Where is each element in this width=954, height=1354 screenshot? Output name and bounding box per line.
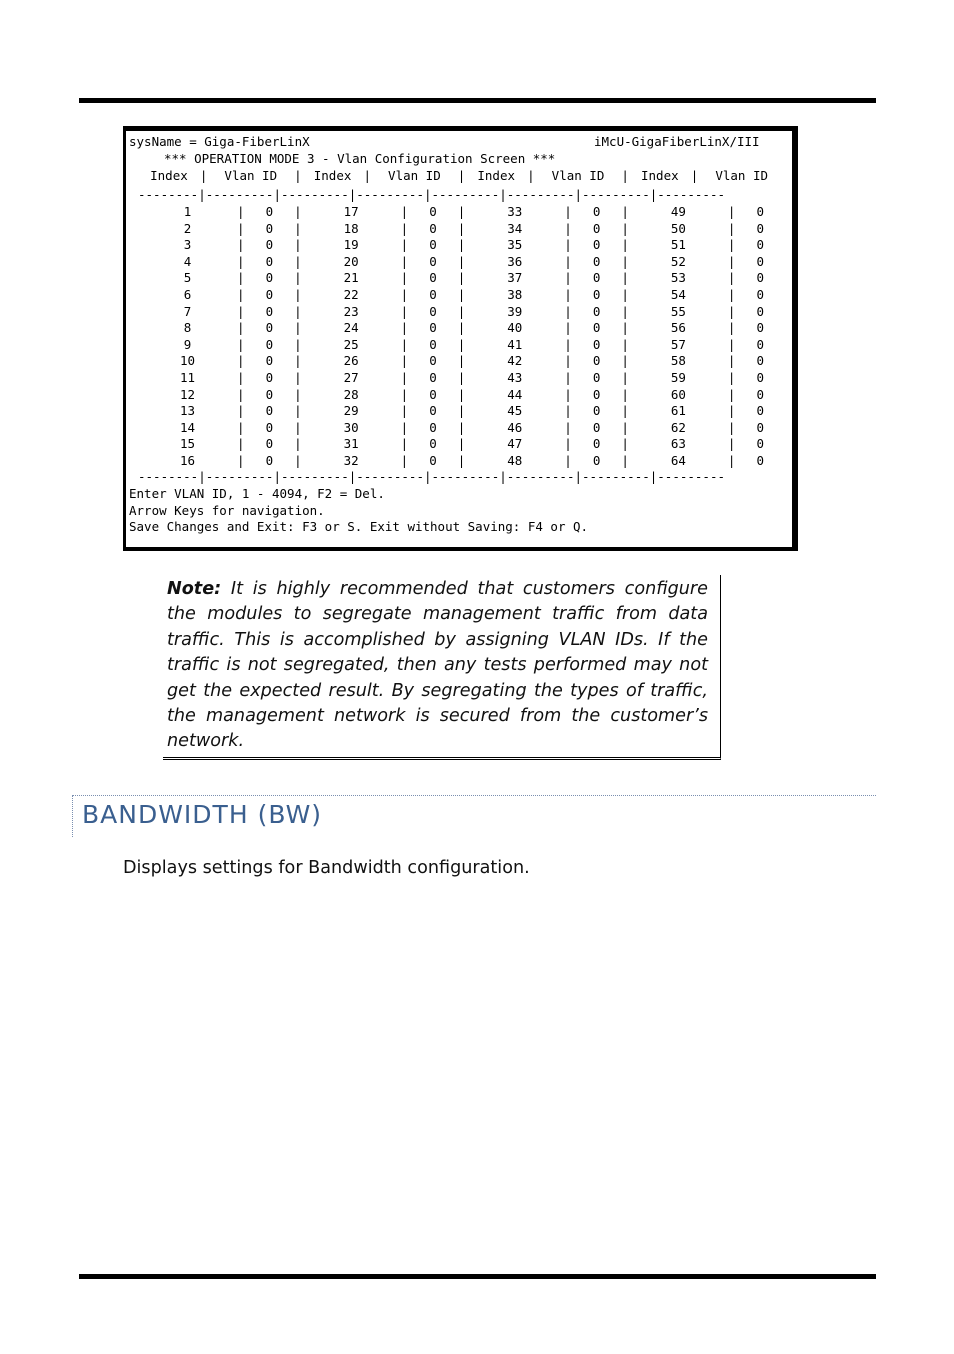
column-divider: | <box>237 253 245 269</box>
index-cell: 32 <box>343 452 359 468</box>
column-divider: | <box>237 369 245 385</box>
column-divider: | <box>621 353 629 369</box>
column-divider: | <box>237 386 245 402</box>
index-cell: 44 <box>507 386 523 402</box>
column-divider: | <box>457 204 466 219</box>
column-divider: | <box>727 286 736 302</box>
column-divider: | <box>457 369 466 385</box>
vlan-id-cell[interactable]: 0 <box>429 303 437 319</box>
index-cell: 36 <box>507 253 523 269</box>
column-divider: | <box>457 353 466 369</box>
column-divider: | <box>237 419 245 435</box>
column-divider: | <box>457 320 466 336</box>
index-cell: 55 <box>670 303 686 319</box>
index-cell: 8 <box>183 320 192 336</box>
column-divider: | <box>727 303 736 319</box>
column-divider: | <box>400 253 409 269</box>
column-divider: | <box>400 336 409 352</box>
index-cell: 22 <box>343 286 359 302</box>
column-divider: | <box>294 369 302 385</box>
vlan-id-cell[interactable]: 0 <box>592 204 601 219</box>
vlan-id-cell[interactable]: 0 <box>756 419 764 435</box>
column-divider: | <box>621 253 629 269</box>
column-divider: | <box>457 436 466 452</box>
column-divider: | <box>621 336 629 352</box>
column-divider: | <box>237 320 245 336</box>
column-divider: | <box>457 336 466 352</box>
index-cell: 30 <box>343 419 359 435</box>
note-label: Note: <box>167 579 222 599</box>
column-divider: | <box>457 168 466 184</box>
column-divider: | <box>400 419 409 435</box>
column-divider: | <box>294 270 302 286</box>
vlan-id-cell[interactable]: 0 <box>429 237 437 253</box>
column-divider: | <box>457 419 466 435</box>
column-divider: | <box>621 403 629 419</box>
terminal-sysname: sysName = Giga-FiberLinX <box>129 134 310 149</box>
column-divider: | <box>727 386 736 402</box>
column-header: Vlan ID <box>388 168 441 184</box>
index-cell: 34 <box>507 220 523 236</box>
column-divider: | <box>237 336 245 352</box>
index-cell: 48 <box>507 452 523 468</box>
vlan-table-header <box>138 168 785 185</box>
column-divider: | <box>294 253 302 269</box>
vlan-id-cell[interactable]: 0 <box>592 353 601 369</box>
index-cell: 17 <box>343 204 359 219</box>
vlan-id-cell[interactable]: 0 <box>265 204 274 219</box>
table-row <box>138 436 785 453</box>
vlan-id-cell[interactable]: 0 <box>756 253 764 269</box>
vlan-id-cell[interactable]: 0 <box>592 436 601 452</box>
table-row <box>138 254 785 271</box>
vlan-id-cell[interactable]: 0 <box>429 419 437 435</box>
column-divider: | <box>621 237 629 253</box>
column-divider: | <box>400 204 409 219</box>
index-cell: 53 <box>670 270 686 286</box>
column-divider: | <box>564 320 572 336</box>
index-cell: 47 <box>507 436 523 452</box>
table-row <box>138 353 785 370</box>
index-cell: 27 <box>343 369 359 385</box>
index-cell: 2 <box>183 220 192 236</box>
vlan-id-cell[interactable]: 0 <box>592 253 601 269</box>
column-divider: | <box>621 286 629 302</box>
column-divider: | <box>564 270 572 286</box>
column-divider: | <box>457 286 466 302</box>
vlan-id-cell[interactable]: 0 <box>592 303 601 319</box>
column-divider: | <box>564 237 572 253</box>
column-divider: | <box>294 452 302 468</box>
terminal-help-line-1: Enter VLAN ID, 1 - 4094, F2 = Del. <box>129 486 385 501</box>
column-divider: | <box>727 204 736 219</box>
index-cell: 12 <box>179 386 196 402</box>
column-divider: | <box>621 369 629 385</box>
index-cell: 43 <box>507 369 523 385</box>
index-cell: 37 <box>507 270 523 286</box>
column-divider: | <box>621 270 629 286</box>
column-divider: | <box>727 403 736 419</box>
vlan-id-cell[interactable]: 0 <box>592 220 601 236</box>
index-cell: 9 <box>183 336 192 352</box>
vlan-id-cell[interactable]: 0 <box>265 353 274 369</box>
vlan-id-cell[interactable]: 0 <box>756 369 764 385</box>
vlan-id-cell[interactable]: 0 <box>429 286 437 302</box>
index-cell: 11 <box>179 369 196 385</box>
column-divider: | <box>400 386 409 402</box>
index-cell: 52 <box>670 253 686 269</box>
vlan-id-cell[interactable]: 0 <box>592 320 601 336</box>
index-cell: 39 <box>507 303 523 319</box>
vlan-id-cell[interactable]: 0 <box>592 386 601 402</box>
column-divider: | <box>564 253 572 269</box>
column-divider: | <box>457 386 466 402</box>
column-divider: | <box>400 286 409 302</box>
column-divider: | <box>564 336 572 352</box>
column-divider: | <box>294 220 302 236</box>
index-cell: 26 <box>343 353 359 369</box>
vlan-id-cell[interactable]: 0 <box>429 220 437 236</box>
vlan-table <box>138 168 785 185</box>
index-cell: 15 <box>179 436 196 452</box>
column-divider: | <box>457 270 466 286</box>
vlan-id-cell[interactable]: 0 <box>756 336 764 352</box>
column-divider: | <box>564 369 572 385</box>
column-divider: | <box>400 270 409 286</box>
column-divider: | <box>621 220 629 236</box>
column-divider: | <box>237 237 245 253</box>
vlan-table-body <box>138 204 785 470</box>
column-divider: | <box>727 369 736 385</box>
column-divider: | <box>294 436 302 452</box>
table-separator-bottom: --------|---------|---------|---------|---------|---------|---------|--------- <box>138 469 725 484</box>
vlan-id-cell[interactable]: 0 <box>429 436 437 452</box>
index-cell: 58 <box>670 353 686 369</box>
column-divider: | <box>621 204 629 219</box>
column-divider: | <box>727 320 736 336</box>
column-divider: | <box>400 403 409 419</box>
vlan-id-cell[interactable]: 0 <box>756 403 764 419</box>
column-header: Index <box>313 168 352 184</box>
index-cell: 57 <box>670 336 686 352</box>
column-divider: | <box>564 286 572 302</box>
vlan-id-cell[interactable]: 0 <box>265 286 274 302</box>
index-cell: 64 <box>670 452 686 468</box>
index-cell: 1 <box>183 204 192 219</box>
column-divider: | <box>294 419 302 435</box>
column-divider: | <box>237 452 245 468</box>
vlan-id-cell[interactable]: 0 <box>429 369 437 385</box>
table-separator-top: --------|---------|---------|---------|---------|---------|---------|--------- <box>138 187 725 202</box>
vlan-id-cell[interactable]: 0 <box>592 336 601 352</box>
vlan-id-cell[interactable]: 0 <box>592 237 601 253</box>
index-cell: 41 <box>507 336 523 352</box>
vlan-id-cell[interactable]: 0 <box>592 452 601 468</box>
column-divider: | <box>400 303 409 319</box>
column-divider: | <box>621 320 629 336</box>
vlan-id-cell[interactable]: 0 <box>265 336 274 352</box>
index-cell: 4 <box>183 253 192 269</box>
vlan-id-cell[interactable]: 0 <box>592 286 601 302</box>
index-cell: 50 <box>670 220 686 236</box>
vlan-id-cell[interactable]: 0 <box>592 369 601 385</box>
index-cell: 42 <box>507 353 523 369</box>
column-divider: | <box>294 237 302 253</box>
table-row <box>138 204 785 221</box>
column-divider: | <box>727 353 736 369</box>
column-divider: | <box>237 403 245 419</box>
index-cell: 14 <box>179 419 196 435</box>
column-divider: | <box>564 436 572 452</box>
column-divider: | <box>294 336 302 352</box>
header-rule <box>79 98 876 103</box>
vlan-id-cell[interactable]: 0 <box>429 204 437 219</box>
index-cell: 59 <box>670 369 686 385</box>
table-row <box>138 387 785 404</box>
column-header: Vlan ID <box>551 168 605 184</box>
column-divider: | <box>294 303 302 319</box>
index-cell: 29 <box>343 403 359 419</box>
index-cell: 5 <box>183 270 192 286</box>
column-divider: | <box>564 419 572 435</box>
vlan-id-cell[interactable]: 0 <box>429 320 437 336</box>
index-cell: 18 <box>343 220 359 236</box>
vlan-id-cell[interactable]: 0 <box>756 286 764 302</box>
section-heading-box <box>72 795 876 837</box>
column-divider: | <box>294 320 302 336</box>
column-divider: | <box>363 168 372 184</box>
vlan-id-cell[interactable]: 0 <box>265 237 274 253</box>
section-description: Displays settings for Bandwidth configuration. <box>123 858 530 878</box>
column-divider: | <box>621 419 629 435</box>
index-cell: 51 <box>670 237 686 253</box>
column-divider: | <box>621 168 629 184</box>
index-cell: 23 <box>343 303 359 319</box>
column-divider: | <box>621 303 629 319</box>
vlan-id-cell[interactable]: 0 <box>265 436 274 452</box>
index-cell: 60 <box>670 386 686 402</box>
column-divider: | <box>564 403 572 419</box>
index-cell: 31 <box>343 436 359 452</box>
column-divider: | <box>527 168 535 184</box>
index-cell: 62 <box>670 419 686 435</box>
column-divider: | <box>457 303 466 319</box>
vlan-id-cell[interactable]: 0 <box>429 253 437 269</box>
vlan-id-cell[interactable]: 0 <box>265 303 274 319</box>
column-divider: | <box>199 168 208 184</box>
section-title: BANDWIDTH (BW) <box>82 800 323 829</box>
column-divider: | <box>294 204 302 219</box>
vlan-id-cell[interactable]: 0 <box>429 403 437 419</box>
vlan-id-cell[interactable]: 0 <box>265 253 274 269</box>
column-divider: | <box>621 436 629 452</box>
column-divider: | <box>727 270 736 286</box>
column-divider: | <box>457 452 466 468</box>
index-cell: 38 <box>507 286 523 302</box>
column-divider: | <box>621 452 629 468</box>
table-row <box>138 270 785 287</box>
vlan-id-cell[interactable]: 0 <box>592 270 601 286</box>
table-row <box>138 337 785 354</box>
vlan-id-cell[interactable]: 0 <box>265 270 274 286</box>
table-row <box>138 403 785 420</box>
vlan-id-cell[interactable]: 0 <box>265 403 274 419</box>
vlan-id-cell[interactable]: 0 <box>756 436 764 452</box>
index-cell: 40 <box>507 320 523 336</box>
column-divider: | <box>237 270 245 286</box>
index-cell: 25 <box>343 336 359 352</box>
column-header: Index <box>150 168 188 184</box>
column-header: Index <box>641 168 679 184</box>
column-divider: | <box>294 286 302 302</box>
vlan-id-cell[interactable]: 0 <box>265 320 274 336</box>
table-row <box>138 237 785 254</box>
index-cell: 10 <box>179 353 196 369</box>
vlan-id-cell[interactable]: 0 <box>592 403 601 419</box>
column-header: Vlan ID <box>224 168 278 184</box>
note-text: It is highly recommended that customers configure the modules to segregate management traffic from data traffic. This is accomplished by assigning VLAN IDs. If the traffic is not segregated, then any tests performed may not get the expected result. By segregating the types of traffic, the management network is secured from the customer’s network. <box>167 579 708 752</box>
vlan-id-cell[interactable]: 0 <box>756 220 764 236</box>
column-divider: | <box>237 204 245 219</box>
column-divider: | <box>400 369 409 385</box>
column-divider: | <box>294 386 302 402</box>
table-row <box>138 320 785 337</box>
vlan-id-cell[interactable]: 0 <box>429 353 437 369</box>
vlan-id-cell[interactable]: 0 <box>429 270 437 286</box>
index-cell: 20 <box>343 253 359 269</box>
index-cell: 21 <box>343 270 359 286</box>
column-divider: | <box>400 353 409 369</box>
column-divider: | <box>564 386 572 402</box>
vlan-id-cell[interactable]: 0 <box>429 336 437 352</box>
vlan-id-cell[interactable]: 0 <box>265 220 274 236</box>
column-divider: | <box>237 286 245 302</box>
index-cell: 49 <box>670 204 686 219</box>
vlan-id-cell[interactable]: 0 <box>756 386 764 402</box>
note-box <box>163 575 721 760</box>
column-header: Index <box>477 168 516 184</box>
column-divider: | <box>237 436 245 452</box>
index-cell: 35 <box>507 237 523 253</box>
column-divider: | <box>400 452 409 468</box>
terminal-mode-title: *** OPERATION MODE 3 - Vlan Configuration Screen *** <box>164 151 556 166</box>
column-divider: | <box>237 303 245 319</box>
index-cell: 54 <box>670 286 686 302</box>
vlan-id-cell[interactable]: 0 <box>265 369 274 385</box>
column-divider: | <box>564 353 572 369</box>
column-divider: | <box>564 452 572 468</box>
column-divider: | <box>727 253 736 269</box>
index-cell: 19 <box>343 237 359 253</box>
column-divider: | <box>727 436 736 452</box>
index-cell: 45 <box>507 403 523 419</box>
vlan-id-cell[interactable]: 0 <box>756 237 764 253</box>
column-divider: | <box>400 436 409 452</box>
vlan-id-cell[interactable]: 0 <box>265 386 274 402</box>
index-cell: 24 <box>343 320 359 336</box>
index-cell: 13 <box>179 403 196 419</box>
column-divider: | <box>727 452 736 468</box>
table-row <box>138 453 785 470</box>
index-cell: 56 <box>670 320 686 336</box>
table-row <box>138 370 785 387</box>
vlan-id-cell[interactable]: 0 <box>265 419 274 435</box>
index-cell: 63 <box>670 436 686 452</box>
column-divider: | <box>237 220 245 236</box>
column-divider: | <box>400 220 409 236</box>
column-divider: | <box>727 237 736 253</box>
table-row <box>138 221 785 238</box>
column-divider: | <box>400 320 409 336</box>
vlan-id-cell[interactable]: 0 <box>756 270 764 286</box>
index-cell: 61 <box>670 403 686 419</box>
column-divider: | <box>237 353 245 369</box>
vlan-id-cell[interactable]: 0 <box>756 204 764 219</box>
index-cell: 3 <box>183 237 192 253</box>
column-divider: | <box>294 168 302 184</box>
terminal-help-line-3: Save Changes and Exit: F3 or S. Exit without Saving: F4 or Q. <box>129 519 589 534</box>
column-divider: | <box>727 220 736 236</box>
column-divider: | <box>457 237 466 253</box>
column-divider: | <box>457 253 466 269</box>
vlan-id-cell[interactable]: 0 <box>756 320 764 336</box>
column-divider: | <box>294 353 302 369</box>
index-cell: 7 <box>183 303 192 319</box>
vlan-id-cell[interactable]: 0 <box>756 353 764 369</box>
column-divider: | <box>690 168 699 184</box>
vlan-id-cell[interactable]: 0 <box>265 452 274 468</box>
column-divider: | <box>621 386 629 402</box>
index-cell: 46 <box>507 419 523 435</box>
vlan-id-cell[interactable]: 0 <box>756 303 764 319</box>
table-row <box>138 287 785 304</box>
column-divider: | <box>564 204 572 219</box>
vlan-id-cell[interactable]: 0 <box>429 386 437 402</box>
vlan-config-terminal-screenshot <box>123 126 798 551</box>
vlan-id-cell[interactable]: 0 <box>592 419 601 435</box>
column-divider: | <box>564 303 572 319</box>
index-cell: 6 <box>183 286 192 302</box>
column-divider: | <box>564 220 572 236</box>
index-cell: 28 <box>343 386 359 402</box>
table-row <box>138 304 785 321</box>
column-divider: | <box>457 403 466 419</box>
vlan-id-cell[interactable]: 0 <box>756 452 764 468</box>
column-divider: | <box>727 336 736 352</box>
column-header: Vlan ID <box>715 168 768 184</box>
column-divider: | <box>457 220 466 236</box>
column-divider: | <box>727 419 736 435</box>
index-cell: 16 <box>179 452 196 468</box>
terminal-device-name: iMcU-GigaFiberLinX/III <box>594 134 760 149</box>
column-divider: | <box>294 403 302 419</box>
terminal-help-line-2: Arrow Keys for navigation. <box>129 503 325 518</box>
table-row <box>138 420 785 437</box>
vlan-id-cell[interactable]: 0 <box>429 452 437 468</box>
column-divider: | <box>400 237 409 253</box>
index-cell: 33 <box>507 204 523 219</box>
footer-rule <box>79 1274 876 1279</box>
